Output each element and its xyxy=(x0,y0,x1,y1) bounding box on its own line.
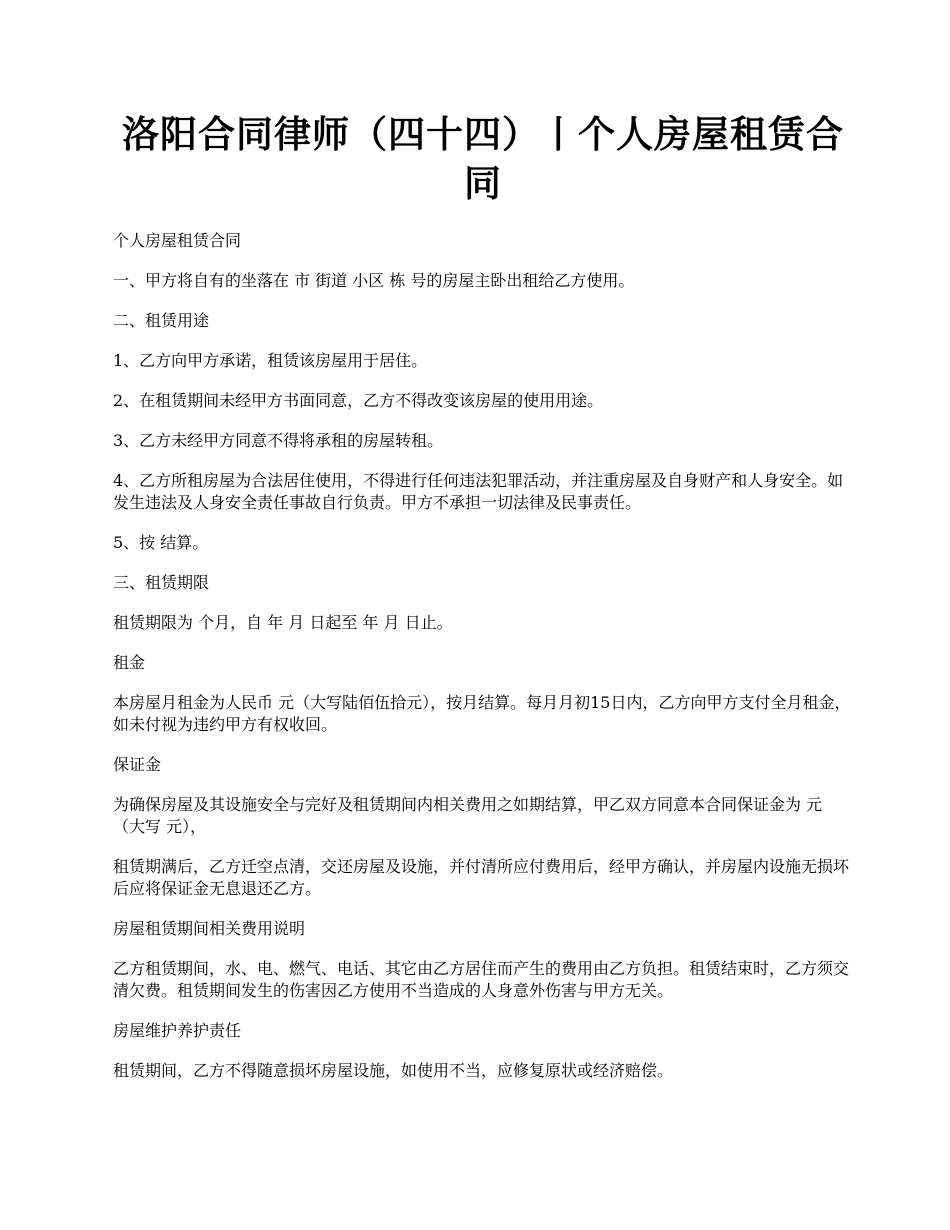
document-page xyxy=(113,0,853,1100)
paragraph: 一、甲方将自有的坐落在 市 街道 小区 栋 号的房屋主卧出租给乙方使用。 xyxy=(113,271,635,290)
paragraph: 租赁期间，乙方不得随意损坏房屋设施，如使用不当，应修复原状或经济赔偿。 xyxy=(113,1061,674,1080)
paragraph: 5、按 结算。 xyxy=(113,533,209,552)
paragraph: 3、乙方未经甲方同意不得将承租的房屋转租。 xyxy=(113,431,444,450)
section-heading: 三、租赁期限 xyxy=(113,573,210,592)
paragraph: 2、在租赁期间未经甲方书面同意，乙方不得改变该房屋的使用用途。 xyxy=(113,391,604,410)
paragraph: 1、乙方向甲方承诺，租赁该房屋用于居住。 xyxy=(113,351,428,370)
section-heading: 二、租赁用途 xyxy=(113,311,210,330)
paragraph: 租赁期满后，乙方迁空点清，交还房屋及设施，并付清所应付费用后，经甲方确认，并房屋内设施无损坏后应将保证金无息退还乙方。 xyxy=(113,857,850,898)
section-heading: 房屋维护养护责任 xyxy=(113,1021,242,1040)
paragraph: 租赁期限为 个月，自 年 月 日起至 年 月 日止。 xyxy=(113,613,453,632)
paragraph: 乙方租赁期间，水、电、燃气、电话、其它由乙方居住而产生的费用由乙方负担。租赁结束时，乙方须交清欠费。租赁期间发生的伤害因乙方使用不当造成的人身意外伤害与甲方无关。 xyxy=(113,959,850,1000)
section-heading: 房屋租赁期间相关费用说明 xyxy=(113,919,306,938)
paragraph: 4、乙方所租房屋为合法居住使用，不得进行任何违法犯罪活动，并注重房屋及自身财产和人身安全。如发生违法及人身安全责任事故自行负责。甲方不承担一切法律及民事责任。 xyxy=(113,471,844,512)
document-title: 洛阳合同律师（四十四）丨个人房屋租赁合同 xyxy=(122,112,844,205)
section-heading: 保证金 xyxy=(113,755,162,774)
paragraph: 本房屋月租金为人民币 元（大写陆佰伍拾元），按月结算。每月月初15日内，乙方向甲方支付全月租金，如未付视为违约甲方有权收回。 xyxy=(113,693,851,734)
document-body xyxy=(113,230,853,1082)
section-heading: 租金 xyxy=(113,653,146,672)
paragraph: 为确保房屋及其设施安全与完好及租赁期间内相关费用之如期结算，甲乙双方同意本合同保证金为 元（大写 元）， xyxy=(113,795,823,836)
paragraph: 个人房屋租赁合同 xyxy=(113,231,242,250)
